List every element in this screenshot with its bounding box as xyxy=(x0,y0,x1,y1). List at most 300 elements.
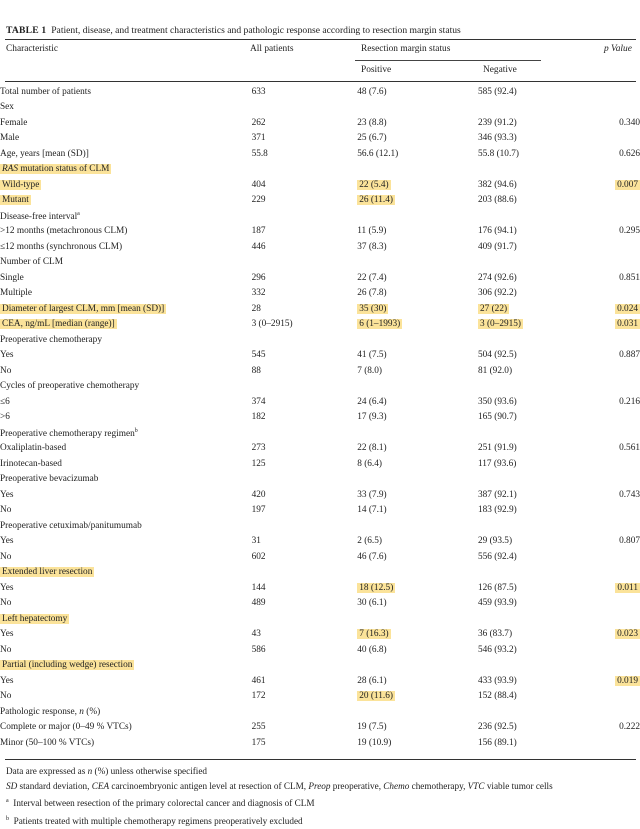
row-label xyxy=(0,518,252,534)
cell-p-value-text: 0.807 xyxy=(619,536,640,547)
row-label xyxy=(0,611,252,627)
row-label-text: Pathologic response, n (%) xyxy=(0,706,101,717)
cell-all-patients-text: 182 xyxy=(251,412,266,423)
row-label xyxy=(0,379,252,395)
cell-positive-text: 20 (11.6) xyxy=(359,691,393,702)
cell-positive xyxy=(357,100,478,116)
cell-positive xyxy=(357,332,478,348)
cell-p-value xyxy=(579,425,640,441)
cell-positive-text: 19 (10.9) xyxy=(357,737,392,748)
row-label xyxy=(0,162,252,178)
row-label-text: Multiple xyxy=(0,288,33,299)
row-label-text: Mutant xyxy=(2,195,29,206)
cell-positive-text: 26 (11.4) xyxy=(359,195,393,206)
cell-negative xyxy=(478,456,579,472)
cell-positive xyxy=(357,208,478,224)
cell-all-patients xyxy=(252,565,358,581)
table-caption xyxy=(6,25,461,36)
cell-negative xyxy=(478,394,579,410)
cell-negative xyxy=(478,363,579,379)
row-label-text: Preoperative bevacizumab xyxy=(0,474,99,485)
row-label-text: ≤6 xyxy=(0,396,10,407)
cell-p-value xyxy=(579,720,640,736)
cell-p-value xyxy=(579,642,640,658)
top-rule xyxy=(5,39,636,40)
row-label xyxy=(0,534,252,550)
table-row xyxy=(0,224,640,240)
row-label-text: Disease-free interval$^a$ xyxy=(0,211,80,223)
margin-status-rule xyxy=(355,60,541,61)
cell-all-patients-text: 175 xyxy=(251,737,266,748)
cell-p-value xyxy=(579,208,640,224)
row-label xyxy=(0,425,252,441)
cell-negative xyxy=(478,115,579,131)
table-row xyxy=(0,255,640,271)
table-row xyxy=(0,317,640,333)
row-label xyxy=(0,301,252,317)
footnote-b-text: Patients treated with multiple chemotherapy regimens preoperatively excluded xyxy=(13,815,303,826)
row-label xyxy=(0,658,252,674)
cell-all-patients xyxy=(252,704,358,720)
row-label xyxy=(0,720,252,736)
table-row xyxy=(0,100,640,116)
table-row xyxy=(0,425,640,441)
table-row xyxy=(0,301,640,317)
cell-negative xyxy=(478,673,579,689)
cell-p-value xyxy=(579,379,640,395)
cell-positive-text: 7 (8.0) xyxy=(357,365,383,376)
cell-negative xyxy=(478,611,579,627)
cell-positive xyxy=(357,534,478,550)
cell-p-value xyxy=(579,255,640,271)
cell-all-patients-text: 273 xyxy=(251,443,266,454)
cell-all-patients xyxy=(252,193,358,209)
cell-all-patients xyxy=(252,456,358,472)
cell-p-value xyxy=(579,301,640,317)
table-row xyxy=(0,208,640,224)
cell-positive xyxy=(357,286,478,302)
cell-p-value xyxy=(579,270,640,286)
cell-p-value xyxy=(579,549,640,565)
cell-p-value xyxy=(579,487,640,503)
cell-positive xyxy=(357,472,478,488)
cell-all-patients xyxy=(252,146,358,162)
cell-negative xyxy=(478,193,579,209)
row-label-text: Cycles of preoperative chemotherapy xyxy=(0,381,140,392)
cell-negative-text: 585 (92.4) xyxy=(477,86,517,97)
footnotes xyxy=(6,764,553,829)
cell-p-value xyxy=(579,611,640,627)
cell-negative xyxy=(478,348,579,364)
row-label-text: Total number of patients xyxy=(0,86,92,97)
table-row xyxy=(0,162,640,178)
cell-p-value xyxy=(579,441,640,457)
cell-positive-text: 30 (6.1) xyxy=(357,598,387,609)
cell-positive xyxy=(357,627,478,643)
cell-positive xyxy=(357,301,478,317)
row-label-text: Male xyxy=(0,133,20,144)
cell-all-patients xyxy=(252,627,358,643)
cell-negative xyxy=(478,239,579,255)
cell-negative-text: 346 (93.3) xyxy=(477,133,517,144)
row-label xyxy=(0,255,252,271)
cell-negative-text: 117 (93.6) xyxy=(477,458,517,469)
cell-negative xyxy=(478,425,579,441)
table-row xyxy=(0,658,640,674)
cell-p-value xyxy=(579,286,640,302)
cell-p-value xyxy=(579,131,640,147)
cell-negative xyxy=(478,379,579,395)
cell-positive xyxy=(357,518,478,534)
row-label xyxy=(0,363,252,379)
cell-positive xyxy=(357,611,478,627)
table-row xyxy=(0,611,640,627)
header-bottom-rule xyxy=(5,81,636,82)
cell-negative-text: 176 (94.1) xyxy=(477,226,517,237)
cell-p-value xyxy=(579,317,640,333)
table-row xyxy=(0,487,640,503)
cell-all-patients-text: 43 xyxy=(251,629,261,640)
cell-all-patients xyxy=(252,208,358,224)
cell-negative xyxy=(478,208,579,224)
cell-positive-text: 6 (1–1993) xyxy=(359,319,401,330)
cell-negative-text: 387 (92.1) xyxy=(477,489,517,500)
cell-p-value xyxy=(579,503,640,519)
cell-positive-text: 14 (7.1) xyxy=(357,505,387,516)
row-label xyxy=(0,332,252,348)
cell-positive-text: 41 (7.5) xyxy=(357,350,387,361)
table-row xyxy=(0,394,640,410)
row-label-text: Yes xyxy=(0,489,14,500)
cell-all-patients xyxy=(252,689,358,705)
row-label-text: CEA, ng/mL [median (range)] xyxy=(2,319,115,330)
cell-positive-text: 37 (8.3) xyxy=(357,241,387,252)
cell-all-patients-text: 187 xyxy=(251,226,266,237)
table-row xyxy=(0,239,640,255)
cell-all-patients-text: 371 xyxy=(251,133,266,144)
row-label xyxy=(0,689,252,705)
cell-all-patients xyxy=(252,472,358,488)
cell-negative-text: 239 (91.2) xyxy=(477,117,517,128)
cell-all-patients xyxy=(252,332,358,348)
cell-positive xyxy=(357,348,478,364)
row-label xyxy=(0,704,252,720)
cell-negative-text: 459 (93.9) xyxy=(477,598,517,609)
table-title: Patient, disease, and treatment characteristics and pathologic response according to resection margin status xyxy=(51,25,461,36)
cell-negative-text: 29 (93.5) xyxy=(477,536,513,547)
row-label xyxy=(0,100,252,116)
cell-negative xyxy=(478,627,579,643)
table-row xyxy=(0,673,640,689)
cell-p-value-text: 0.019 xyxy=(617,675,638,686)
cell-p-value xyxy=(579,177,640,193)
row-label xyxy=(0,580,252,596)
cell-negative-text: 81 (92.0) xyxy=(477,365,513,376)
cell-negative xyxy=(478,332,579,348)
cell-all-patients-text: 461 xyxy=(251,675,266,686)
row-label-text: Number of CLM xyxy=(0,257,64,268)
cell-negative-text: 306 (92.2) xyxy=(477,288,517,299)
row-label xyxy=(0,456,252,472)
row-label-text: Preoperative cetuximab/panitumumab xyxy=(0,520,142,531)
cell-negative-text: 3 (0–2915) xyxy=(479,319,522,330)
row-label-text: Single xyxy=(0,272,24,283)
row-label xyxy=(0,735,252,751)
row-label xyxy=(0,596,252,612)
row-label-text: Yes xyxy=(0,536,14,547)
cell-p-value xyxy=(579,596,640,612)
cell-all-patients-text: 197 xyxy=(251,505,266,516)
cell-all-patients xyxy=(252,162,358,178)
row-label-text: Yes xyxy=(0,350,14,361)
cell-p-value-text: 0.561 xyxy=(619,443,640,454)
cell-negative xyxy=(478,720,579,736)
bottom-rule xyxy=(5,759,636,760)
cell-positive xyxy=(357,580,478,596)
cell-p-value-text: 0.295 xyxy=(619,226,640,237)
cell-negative-text: 156 (89.1) xyxy=(477,737,517,748)
cell-positive xyxy=(357,317,478,333)
row-label xyxy=(0,208,252,224)
table-row xyxy=(0,84,640,100)
table-row xyxy=(0,596,640,612)
row-label xyxy=(0,239,252,255)
row-label xyxy=(0,503,252,519)
p-value-label: p Value xyxy=(604,44,632,54)
row-label-text: No xyxy=(0,598,12,609)
cell-positive xyxy=(357,456,478,472)
cell-positive-text: 22 (7.4) xyxy=(357,272,387,283)
cell-negative xyxy=(478,534,579,550)
header-p-value xyxy=(604,44,632,54)
cell-positive xyxy=(357,363,478,379)
cell-all-patients xyxy=(252,100,358,116)
cell-negative-text: 36 (83.7) xyxy=(477,629,513,640)
cell-all-patients xyxy=(252,255,358,271)
row-label-text: Wild-type xyxy=(2,179,40,190)
cell-all-patients xyxy=(252,534,358,550)
row-label-text: Diameter of largest CLM, mm [mean (SD)] xyxy=(2,303,165,314)
cell-all-patients-text: 296 xyxy=(251,272,266,283)
cell-all-patients-text: 420 xyxy=(251,489,266,500)
cell-negative-text: 236 (92.5) xyxy=(477,722,517,733)
cell-positive-text: 40 (6.8) xyxy=(357,644,387,655)
row-label xyxy=(0,348,252,364)
row-label-text: Yes xyxy=(0,582,14,593)
cell-negative xyxy=(478,317,579,333)
cell-all-patients-text: 602 xyxy=(251,551,266,562)
cell-all-patients xyxy=(252,658,358,674)
table-row xyxy=(0,518,640,534)
table-row xyxy=(0,379,640,395)
cell-negative-text: 382 (94.6) xyxy=(477,179,517,190)
cell-all-patients-text: 3 (0–2915) xyxy=(251,319,293,330)
cell-negative xyxy=(478,487,579,503)
cell-negative xyxy=(478,100,579,116)
cell-positive xyxy=(357,162,478,178)
cell-p-value xyxy=(579,456,640,472)
cell-all-patients-text: 374 xyxy=(251,396,266,407)
cell-p-value xyxy=(579,115,640,131)
cell-negative xyxy=(478,131,579,147)
cell-positive xyxy=(357,255,478,271)
row-label xyxy=(0,115,252,131)
cell-all-patients xyxy=(252,177,358,193)
cell-all-patients-text: 125 xyxy=(251,458,266,469)
cell-all-patients xyxy=(252,348,358,364)
table-row xyxy=(0,441,640,457)
cell-positive-text: 22 (8.1) xyxy=(357,443,387,454)
cell-all-patients-text: 545 xyxy=(251,350,266,361)
cell-all-patients-text: 255 xyxy=(251,722,266,733)
cell-positive-text: 25 (6.7) xyxy=(357,133,387,144)
cell-p-value xyxy=(579,84,640,100)
row-label xyxy=(0,472,252,488)
cell-negative xyxy=(478,84,579,100)
cell-all-patients xyxy=(252,425,358,441)
cell-negative xyxy=(478,255,579,271)
cell-p-value xyxy=(579,534,640,550)
cell-all-patients xyxy=(252,379,358,395)
cell-all-patients xyxy=(252,441,358,457)
row-label-text: Complete or major (0–49 % VTCs) xyxy=(0,722,132,733)
cell-all-patients-text: 262 xyxy=(251,117,266,128)
cell-all-patients xyxy=(252,720,358,736)
cell-all-patients xyxy=(252,317,358,333)
cell-negative xyxy=(478,689,579,705)
cell-p-value-text: 0.743 xyxy=(619,489,640,500)
table-row xyxy=(0,115,640,131)
cell-negative-text: 274 (92.6) xyxy=(477,272,517,283)
cell-p-value xyxy=(579,472,640,488)
cell-p-value-text: 0.023 xyxy=(617,629,638,640)
cell-negative-text: 409 (91.7) xyxy=(477,241,517,252)
table-row xyxy=(0,735,640,751)
cell-negative xyxy=(478,642,579,658)
cell-negative-text: 165 (90.7) xyxy=(477,412,517,423)
row-label-text: Irinotecan-based xyxy=(0,458,62,469)
cell-negative xyxy=(478,301,579,317)
cell-p-value xyxy=(579,239,640,255)
row-label xyxy=(0,270,252,286)
cell-p-value xyxy=(579,704,640,720)
cell-all-patients xyxy=(252,596,358,612)
cell-all-patients xyxy=(252,286,358,302)
cell-positive xyxy=(357,735,478,751)
cell-all-patients xyxy=(252,611,358,627)
cell-positive-text: 8 (6.4) xyxy=(357,458,383,469)
cell-negative xyxy=(478,704,579,720)
row-label-text: Age, years [mean (SD)] xyxy=(0,148,89,159)
row-label-text: Yes xyxy=(0,675,14,686)
table-body xyxy=(0,84,640,751)
header-positive: Positive xyxy=(361,65,392,75)
cell-positive xyxy=(357,503,478,519)
cell-all-patients-text: 172 xyxy=(251,691,266,702)
cell-p-value xyxy=(579,224,640,240)
cell-all-patients-text: 489 xyxy=(251,598,266,609)
cell-positive xyxy=(357,379,478,395)
table-row xyxy=(0,456,640,472)
cell-p-value-text: 0.007 xyxy=(617,179,638,190)
cell-positive xyxy=(357,704,478,720)
cell-all-patients xyxy=(252,115,358,131)
cell-negative-text: 55.8 (10.7) xyxy=(477,148,520,159)
cell-negative-text: 350 (93.6) xyxy=(477,396,517,407)
row-label-text: >6 xyxy=(0,412,10,423)
data-table xyxy=(0,84,640,751)
footnote-a: $^a$ Interval between resection of the primary colorectal cancer and diagnosis of CLM xyxy=(6,798,315,809)
cell-all-patients-text: 446 xyxy=(251,241,266,252)
cell-negative xyxy=(478,224,579,240)
row-label xyxy=(0,627,252,643)
cell-negative xyxy=(478,286,579,302)
row-label-text: Oxaliplatin-based xyxy=(0,443,67,454)
cell-all-patients-text: 144 xyxy=(251,582,266,593)
table-row xyxy=(0,146,640,162)
row-label-text: No xyxy=(0,691,12,702)
row-label-text: Female xyxy=(0,117,28,128)
cell-negative-text: 546 (93.2) xyxy=(477,644,517,655)
cell-p-value xyxy=(579,627,640,643)
cell-positive-text: 11 (5.9) xyxy=(357,226,387,237)
cell-all-patients xyxy=(252,301,358,317)
cell-all-patients xyxy=(252,642,358,658)
cell-positive xyxy=(357,177,478,193)
cell-positive xyxy=(357,596,478,612)
cell-positive xyxy=(357,673,478,689)
row-label xyxy=(0,177,252,193)
row-label-text: ≤12 months (synchronous CLM) xyxy=(0,241,123,252)
cell-negative-text: 251 (91.9) xyxy=(477,443,517,454)
cell-positive-text: 48 (7.6) xyxy=(357,86,387,97)
cell-p-value xyxy=(579,673,640,689)
cell-p-value-text: 0.626 xyxy=(619,148,640,159)
footnote-b: $^b$ Patients treated with multiple chemotherapy regimens preoperatively excluded xyxy=(6,815,303,826)
cell-all-patients-text: 229 xyxy=(251,195,266,206)
cell-p-value xyxy=(579,658,640,674)
cell-positive xyxy=(357,642,478,658)
cell-negative xyxy=(478,565,579,581)
header-characteristic: Characteristic xyxy=(6,44,59,54)
row-label xyxy=(0,286,252,302)
table-row xyxy=(0,534,640,550)
row-label xyxy=(0,131,252,147)
cell-p-value xyxy=(579,394,640,410)
cell-positive-text: 22 (5.4) xyxy=(359,179,389,190)
cell-negative-text: 556 (92.4) xyxy=(477,551,517,562)
cell-p-value-text: 0.024 xyxy=(617,303,638,314)
row-label-text: Left hepatectomy xyxy=(2,613,68,624)
row-label xyxy=(0,193,252,209)
cell-all-patients-text: 88 xyxy=(251,365,261,376)
cell-positive xyxy=(357,720,478,736)
table-row xyxy=(0,565,640,581)
cell-positive xyxy=(357,115,478,131)
cell-all-patients xyxy=(252,487,358,503)
cell-positive-text: 56.6 (12.1) xyxy=(357,148,399,159)
cell-positive xyxy=(357,658,478,674)
cell-p-value-text: 0.851 xyxy=(619,272,640,283)
cell-negative xyxy=(478,270,579,286)
table-row xyxy=(0,720,640,736)
cell-all-patients-text: 332 xyxy=(251,288,266,299)
cell-negative-text: 152 (88.4) xyxy=(477,691,517,702)
cell-p-value-text: 0.031 xyxy=(617,319,638,330)
cell-all-patients xyxy=(252,518,358,534)
cell-positive xyxy=(357,224,478,240)
cell-p-value xyxy=(579,565,640,581)
